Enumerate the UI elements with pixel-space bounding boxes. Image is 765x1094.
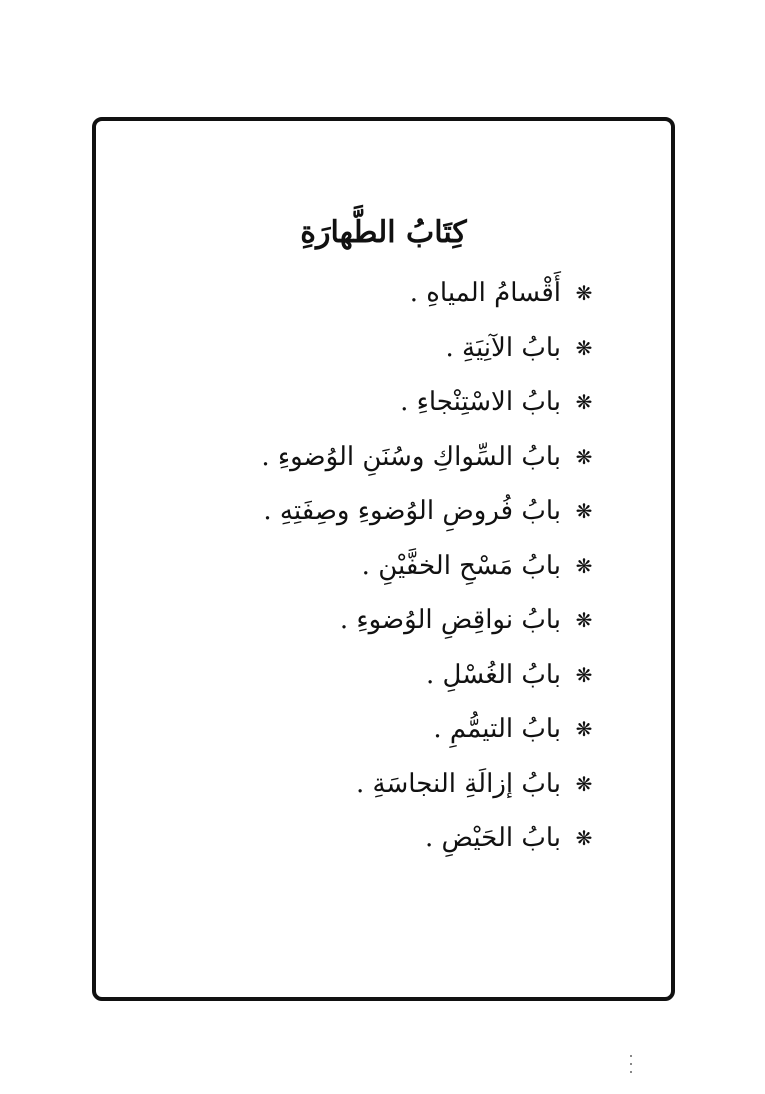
scan-artifact-dots xyxy=(630,1055,633,1075)
list-item xyxy=(261,593,597,648)
asterisk-bullet-icon: ❋ xyxy=(575,335,593,360)
list-item-text: بابُ التيمُّمِ . xyxy=(433,714,561,744)
list-item xyxy=(261,321,597,376)
list-item-text: بابُ الحَيْضِ . xyxy=(424,823,561,853)
asterisk-bullet-icon: ❋ xyxy=(575,771,593,796)
list-item-text: بابُ إزالَةِ النجاسَةِ . xyxy=(356,768,561,799)
list-item-text: بابُ فُروضِ الوُضوءِ وصِفَتِهِ . xyxy=(263,496,561,526)
list-item-text: بابُ الغُسْلِ . xyxy=(425,659,561,690)
list-item-text: أَقْسامُ المياهِ . xyxy=(409,278,561,308)
list-item-text: بابُ الاسْتِنْجاءِ . xyxy=(400,387,561,417)
list-item xyxy=(261,266,597,321)
page-title: كِتَابُ الطَّهارَةِ xyxy=(300,215,467,250)
list-item xyxy=(261,702,597,757)
list-item xyxy=(261,484,597,539)
asterisk-bullet-icon: ❋ xyxy=(575,444,593,469)
list-item xyxy=(261,648,597,703)
asterisk-bullet-icon: ❋ xyxy=(575,281,593,305)
asterisk-bullet-icon: ❋ xyxy=(575,717,593,741)
list-item xyxy=(261,375,597,430)
asterisk-bullet-icon: ❋ xyxy=(575,826,593,850)
list-item xyxy=(261,757,597,812)
list-item xyxy=(261,811,597,866)
list-item-text: بابُ السِّواكِ وسُنَنِ الوُضوءِ . xyxy=(261,441,561,472)
asterisk-bullet-icon: ❋ xyxy=(575,390,593,414)
list-item-text: بابُ الآنِيَةِ . xyxy=(445,332,561,363)
list-item-text: بابُ نواقِضِ الوُضوءِ . xyxy=(339,605,561,635)
asterisk-bullet-icon: ❋ xyxy=(575,608,593,632)
asterisk-bullet-icon: ❋ xyxy=(575,662,593,687)
list-item-text: بابُ مَسْحِ الخفَّيْنِ . xyxy=(361,550,561,581)
list-item xyxy=(261,539,597,594)
asterisk-bullet-icon: ❋ xyxy=(575,553,593,578)
asterisk-bullet-icon: ❋ xyxy=(575,499,593,523)
list-item xyxy=(261,430,597,485)
chapter-list xyxy=(261,266,597,866)
